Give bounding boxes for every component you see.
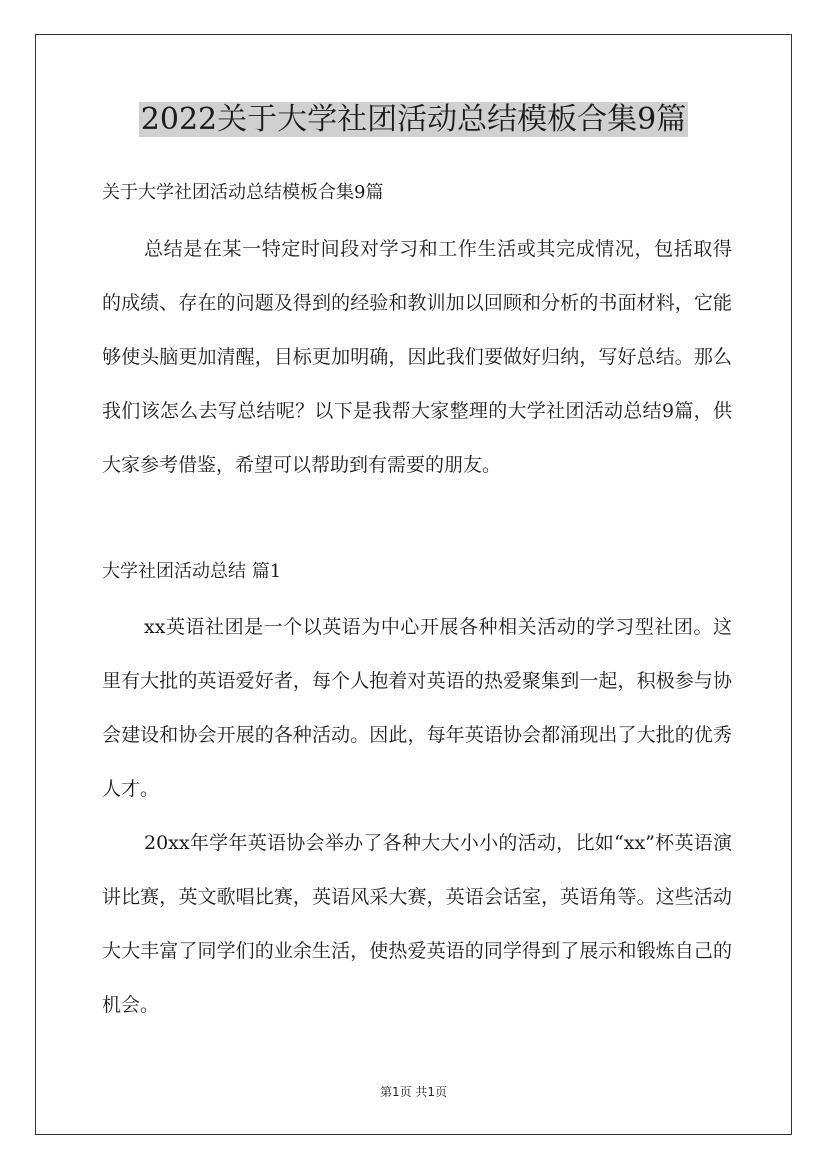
section-paragraph-1: xx英语社团是一个以英语为中心开展各种相关活动的学习型社团。这里有大批的英语爱好者，每个人抱着对英语的热爱聚集到一起，积极参与协会建设和协会开展的各种活动。因此，每年英语协会都涌现出了大批的优秀人才。 bbox=[102, 616, 732, 800]
document-title bbox=[0, 98, 827, 142]
section-heading: 大学社团活动总结 篇1 bbox=[102, 561, 282, 582]
page-footer: 第1页 共1页 bbox=[379, 1085, 448, 1099]
section-paragraph-2: 20xx年学年英语协会举办了各种大大小小的活动，比如“xx”杯英语演讲比赛，英文歌唱比赛，英语风采大赛，英语会话室，英语角等。这些活动大大丰富了同学们的业余生活，使热爱英语的同学得到了展示和锻炼自己的机会。 bbox=[102, 832, 732, 1016]
document-title-text: 2022关于大学社团活动总结模板合集9篇 bbox=[140, 102, 687, 137]
document-subtitle: 关于大学社团活动总结模板合集9篇 bbox=[102, 182, 384, 203]
intro-paragraph: 总结是在某一特定时间段对学习和工作生活或其完成情况，包括取得的成绩、存在的问题及得到的经验和教训加以回顾和分析的书面材料，它能够使头脑更加清醒，目标更加明确，因此我们要做好归纳，写好总结。那么我们该怎么去写总结呢？以下是我帮大家整理的大学社团活动总结9篇，供大家参考借鉴，希望可以帮助到有需要的朋友。 bbox=[102, 238, 732, 476]
